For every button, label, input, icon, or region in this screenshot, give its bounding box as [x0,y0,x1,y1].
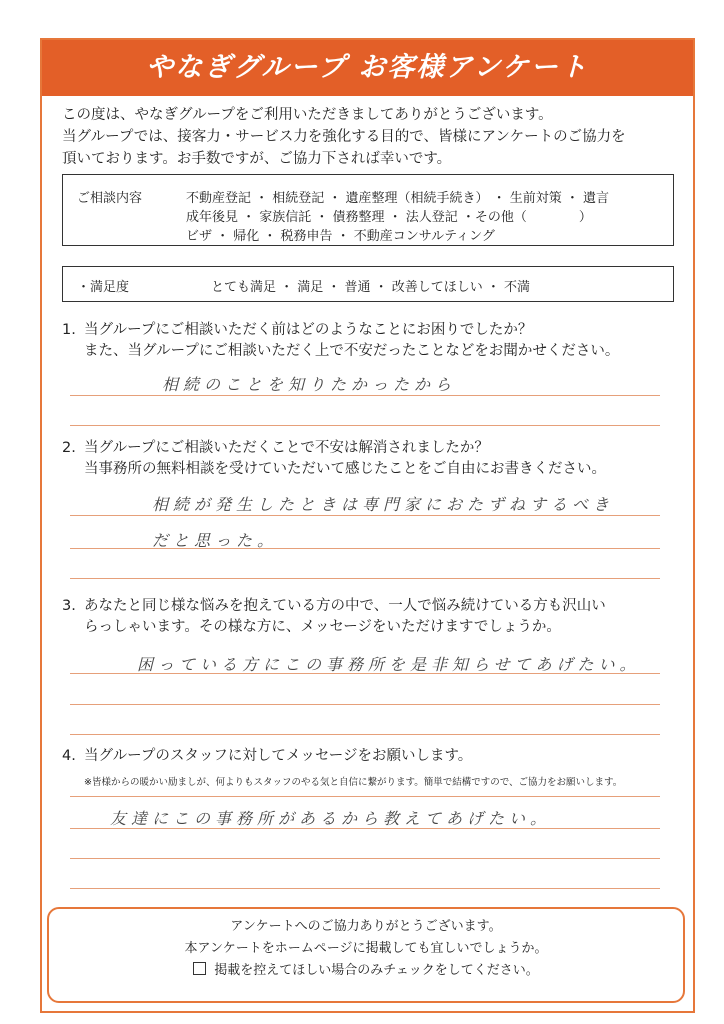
consultation-box [62,174,674,246]
intro-line: この度は、やなぎグループをご利用いただきましてありがとうございます。 [62,107,553,123]
satisfaction-label: ・満足度 [77,280,130,295]
consultation-options-row[interactable]: 成年後見 ・ 家族信託 ・ 債務整理 ・ 法人登記 ・その他（ ） [186,210,592,225]
answer-rule [70,858,660,859]
question-4 [62,746,472,767]
answer-rule [70,796,660,797]
question-4-note: ※皆様からの暖かい励ましが、何よりもスタッフのやる気と自信に繋がります。簡単で結構ですので、ご協力をお願いします。 [84,777,623,788]
answer-2-line-1[interactable]: 相続が発生したときは専門家におたずねするべき [152,495,615,514]
answer-rule [70,515,660,516]
question-number: 3. [62,598,76,614]
question-number: 4. [62,748,76,764]
question-1 [62,320,619,362]
answer-2-line-2[interactable]: だと思った。 [152,531,279,550]
question-text: 当グループのスタッフに対してメッセージをお願いします。 [84,748,473,764]
question-text: あなたと同じ様な悩みを抱えている方の中で、一人で悩み続けている方も沢山い [84,598,606,614]
intro-line: 頂いております。お手数ですが、ご協力下されば幸いです。 [62,151,452,167]
answer-3-line-1[interactable]: 困っている方にこの事務所を是非知らせてあげたい。 [137,655,641,674]
form-title: やなぎグループ お客様アンケート [42,40,693,96]
question-number: 1. [62,322,76,338]
intro-text [62,104,682,170]
question-text: 当グループにご相談いただくことで不安は解消されましたか？ [84,440,489,456]
answer-1-line-1[interactable]: 相続のことを知りたかったから [162,375,457,394]
intro-line: 当グループでは、接客力・サービス力を強化する目的で、皆様にアンケートのご協力を [62,129,626,145]
satisfaction-options[interactable]: とても満足 ・ 満足 ・ 普通 ・ 改善してほしい ・ 不満 [211,280,531,295]
answer-4-line-1[interactable]: 友達にこの事務所があるから教えてあげたい。 [110,809,552,828]
consultation-options-row[interactable]: ビザ ・ 帰化 ・ 税務申告 ・ 不動産コンサルティング [186,229,495,244]
answer-rule [70,704,660,705]
question-2 [62,438,606,480]
answer-rule [70,578,660,579]
question-3 [62,596,606,638]
survey-form [40,38,695,1013]
consultation-label: ご相談内容 [77,191,143,206]
question-text: 当グループにご相談いただく前はどのようなことにお困りでしたか？ [84,322,533,338]
answer-rule [70,395,660,396]
footer-checkbox-label: 掲載を控えてほしい場合のみチェックをしてください。 [214,963,539,978]
answer-rule [70,548,660,549]
satisfaction-box [62,266,674,302]
question-text: 当事務所の無料相談を受けていただいて感じたことをご自由にお書きください。 [84,461,606,477]
answer-rule [70,828,660,829]
answer-rule [70,673,660,674]
answer-rule [70,888,660,889]
footer-question: 本アンケートをホームページに掲載しても宜しいでしょうか。 [184,941,548,956]
answer-rule [70,734,660,735]
footer-box [47,907,685,1003]
publish-opt-out-checkbox[interactable] [193,962,206,975]
question-text: らっしゃいます。その様な方に、メッセージをいただけますでしょうか。 [84,619,561,635]
consultation-options-row[interactable]: 不動産登記 ・ 相続登記 ・ 遺産整理（相続手続き） ・ 生前対策 ・ 遺言 [186,191,610,206]
question-number: 2. [62,440,76,456]
question-text: また、当グループにご相談いただく上で不安だったことなどをお聞かせください。 [84,343,620,359]
footer-thanks: アンケートへのご協力ありがとうございます。 [230,919,502,934]
answer-rule [70,425,660,426]
